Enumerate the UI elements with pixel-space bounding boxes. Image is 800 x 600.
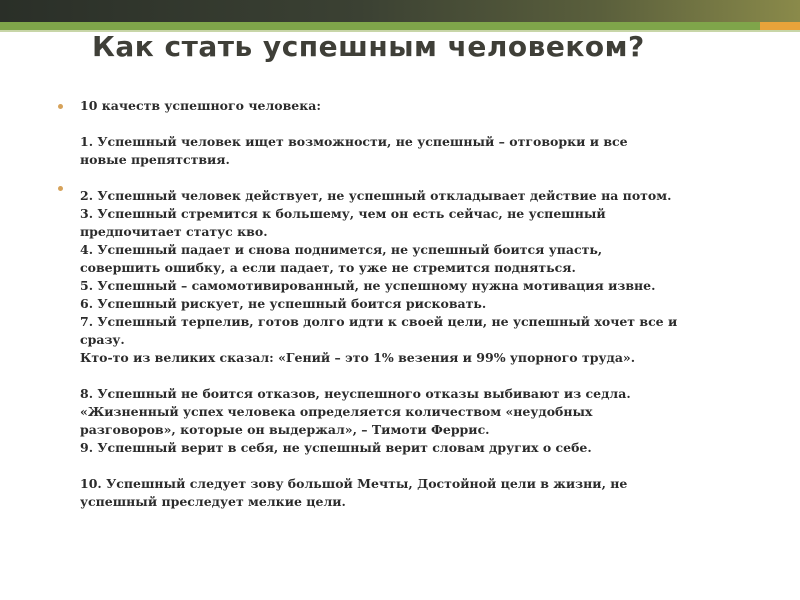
list-line: 7. Успешный терпелив, готов долго идти к своей цели, не успешный хочет все и <box>80 314 678 329</box>
slide-body <box>80 97 770 511</box>
list-line: новые препятствия. <box>80 152 230 167</box>
quote-line: разговоров», которые он выдержал», – Тимоти Феррис. <box>80 422 490 437</box>
list-line: 4. Успешный падает и снова поднимется, не успешный боится упасть, <box>80 242 603 257</box>
list-line: 3. Успешный стремится к большему, чем он есть сейчас, не успешный <box>80 206 606 221</box>
list-line: 2. Успешный человек действует, не успешный откладывает действие на потом. <box>80 188 672 203</box>
list-line: 9. Успешный верит в себя, не успешный верит словам других о себе. <box>80 440 592 455</box>
list-heading: 10 качеств успешного человека: <box>80 98 321 113</box>
header-accent-green <box>0 22 760 30</box>
list-line: успешный преследует мелкие цели. <box>80 494 346 509</box>
list-line: сразу. <box>80 332 125 347</box>
bullet-dot-2 <box>58 186 63 191</box>
quote-line: Кто-то из великих сказал: «Гений – это 1% везения и 99% упорного труда». <box>80 350 636 365</box>
header-accent-orange <box>760 22 800 30</box>
list-line: 10. Успешный следует зову большой Мечты, Достойной цели в жизни, не <box>80 476 628 491</box>
quote-line: «Жизненный успех человека определяется количеством «неудобных <box>80 404 593 419</box>
bullet-dot-1 <box>58 104 63 109</box>
list-line: 6. Успешный рискует, не успешный боится рисковать. <box>80 296 487 311</box>
list-line: 8. Успешный не боится отказов, неуспешного отказы выбивают из седла. <box>80 386 631 401</box>
slide-title: Как стать успешным человеком? <box>92 30 645 63</box>
list-line: совершить ошибку, а если падает, то уже не стремится подняться. <box>80 260 576 275</box>
list-line: 1. Успешный человек ищет возможности, не успешный – отговорки и все <box>80 134 628 149</box>
list-line: предпочитает статус кво. <box>80 224 268 239</box>
list-line: 5. Успешный – самомотивированный, не успешному нужна мотивация извне. <box>80 278 656 293</box>
